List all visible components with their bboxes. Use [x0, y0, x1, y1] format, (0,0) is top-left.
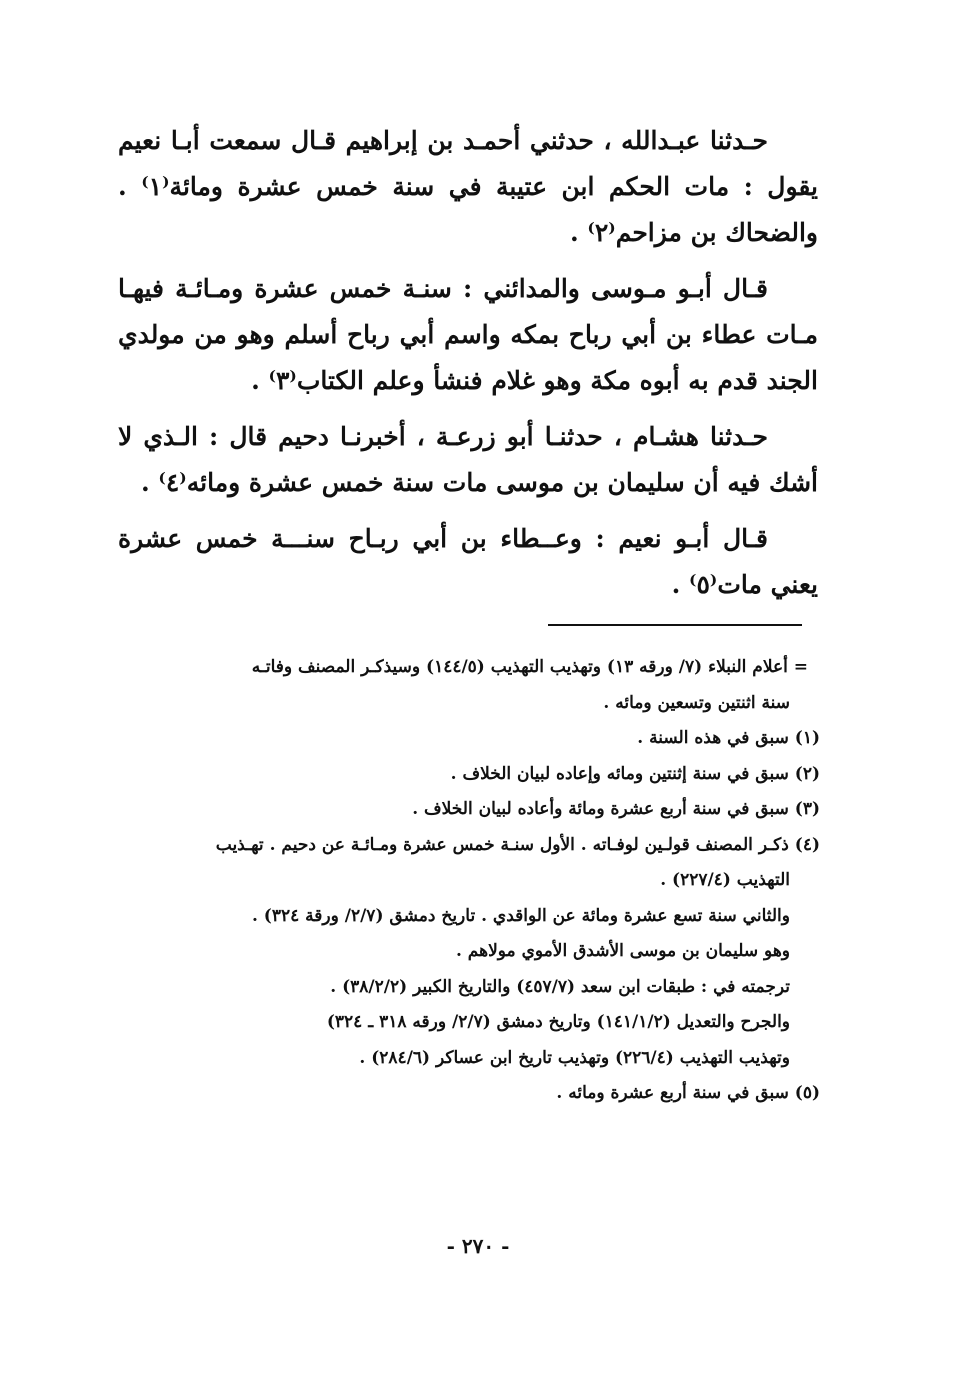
paragraph-1: حـدثنا عبـدالله ، حدثني أحمـد بن إبراهيم قـال سمعت أبـا نعيم يقول : مات الحكم ابن عتيبة في سنة خمس عشرة ومائة⁽١⁾ . والضحاك بن مزاحم⁽٢⁾ . — [118, 126, 818, 247]
page-number: - ٢٧٠ - — [446, 1234, 510, 1258]
footnote-2: (٢) سبق في سنة إثنتين ومائه وإعاده لبيان الخلاف . — [450, 763, 820, 784]
footnote-5: (٥) سبق في سنة أربع عشرة ومائه . — [556, 1083, 820, 1103]
footnote-separator — [548, 624, 802, 626]
footnote-4: (٤) ذكـر المصنف قولـين لوفـاته . الأول سنـة خمس عشرة ومـائـة عن دحيم . تهـذيب — [215, 834, 820, 855]
footnote-4-line: ترجمته في : طبقات ابن سعد (٤٥٧/٧) والتاريخ الكبير (٣٨/٢/٢) . — [330, 976, 790, 997]
main-text — [118, 118, 818, 608]
footnote-continuation: = أعلام النبلاء (٧/ ورقه ١٣) وتهذيب التهذيب (١٤٤/٥) وسيذكـر المصنف وفاتـه — [251, 657, 808, 677]
footnote-3: (٣) سبق في سنة أربع عشرة ومائة وأعاده لبيان الخلاف . — [412, 799, 820, 819]
footnote-1: (١) سبق في هذه السنة . — [637, 728, 820, 748]
footnote-4-line: وهو سليمان بن موسى الأشدق الأموي مولاهم . — [455, 941, 790, 961]
footnote-4-line: والثاني سنة تسع عشرة ومائة عن الواقدي . تاريخ دمشق (٢/٧/ ورقة ٣٢٤) . — [251, 905, 790, 926]
footnote-4-line: وتهذيب التهذيب (٢٢٦/٤) وتهذيب تاريخ ابن عساكر (٢٨٤/٦) . — [359, 1047, 790, 1068]
paragraph-3: حـدثنا هشـام ، حدثنـا أبو زرعـة ، أخبرنـا دحيم قال : الـذي لا أشك فيه أن سليمان بن موسى مات سنة خمس عشرة ومائه⁽٤⁾ . — [118, 422, 818, 497]
paragraph-2: قـال أبـو مـوسى والمدائني : سنـة خمس عشرة ومـائـة فيهـا مـات عطاء بن أبي رباح بمكه واسم أبي رباح أسلم وهو من مولدي الجند قدم به أبوه مكة وهو غلام فنشأ وعلم الكتاب⁽٣⁾ . — [118, 274, 818, 395]
paragraph-4: قـال أبـو نعيم : وعــطاء بن أبي ربـاح سنـــة خمس عشرة يعني مات⁽٥⁾ . — [118, 524, 818, 599]
footnotes — [118, 650, 820, 1112]
footnote-continuation-line: سنة اثنتين وتسعين ومائه . — [603, 692, 790, 713]
footnote-4-line: التهذيب (٢٢٧/٤) . — [660, 870, 790, 890]
footnote-4-line: والجرح والتعديل (١٤١/١/٢) وتاريخ دمشق (٢/٧/ ورقه ٣١٨ ـ ٣٢٤) — [326, 1012, 790, 1032]
